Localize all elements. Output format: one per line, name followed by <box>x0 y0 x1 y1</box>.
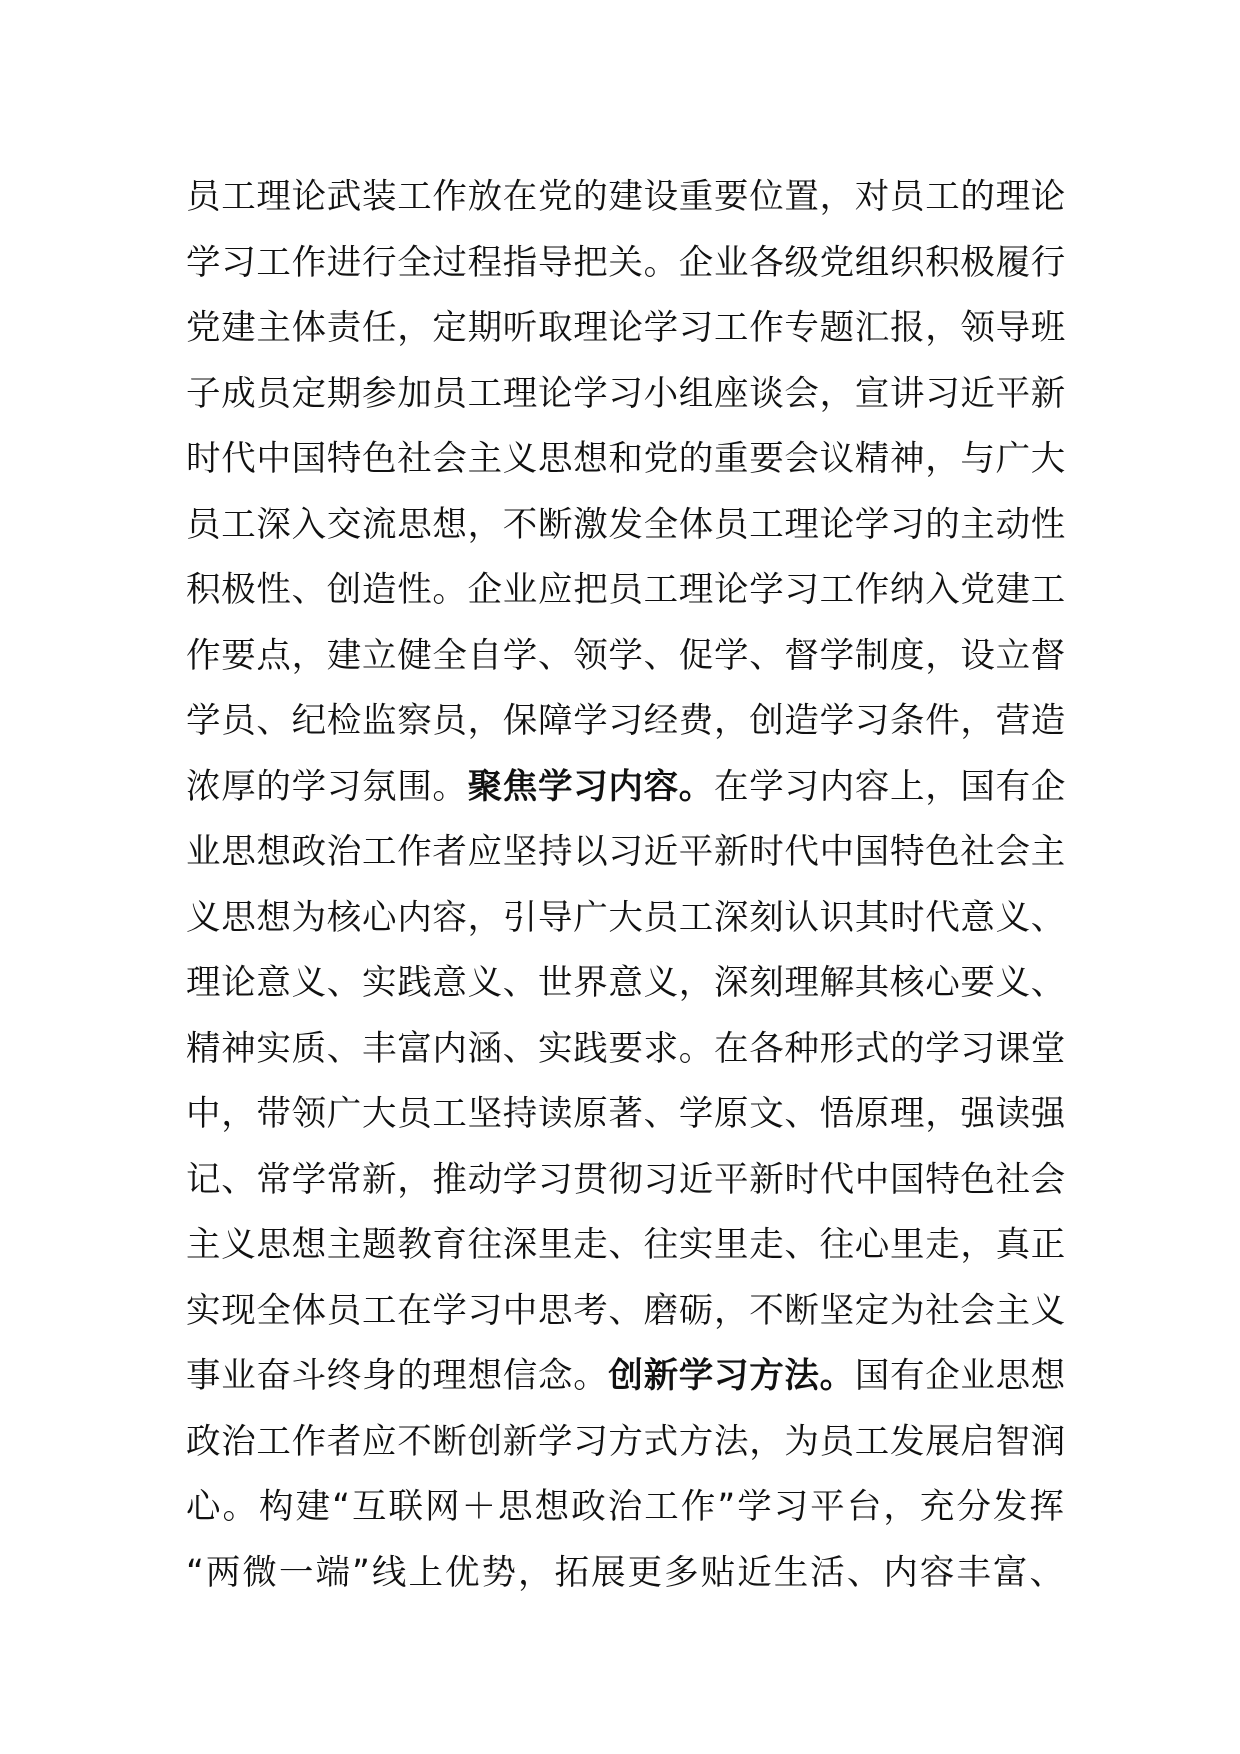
text-line <box>186 886 1066 952</box>
text-line <box>186 296 1066 362</box>
text-segment: 员工深入交流思想，不断激发全体员工理论学习的主动性 <box>186 504 1066 545</box>
text-line <box>186 362 1066 428</box>
text-line <box>186 165 1066 231</box>
text-segment: 中，带领广大员工坚持读原著、学原文、悟原理，强读强 <box>186 1094 1066 1134</box>
text-line <box>186 1279 1066 1345</box>
text-segment: 事业奋斗终身的理想信念。 <box>186 1356 609 1396</box>
text-segment: 时代中国特色社会主义思想和党的重要会议精神，与广大 <box>186 439 1066 479</box>
text-segment: 心。构建“互联网＋思想政治工作”学习平台，充分发挥 <box>186 1487 1066 1527</box>
text-line <box>186 1017 1066 1083</box>
text-segment: 记、常学常新，推动学习贯彻习近平新时代中国特色社会 <box>186 1159 1066 1200</box>
text-segment: 在学习内容上，国有企 <box>714 766 1067 807</box>
text-line <box>186 689 1066 755</box>
bold-heading-phrase: 创新学习方法。 <box>608 1356 855 1396</box>
bold-heading-phrase: 聚焦学习内容。 <box>467 766 715 807</box>
text-line <box>186 951 1066 1017</box>
text-segment: 义思想为核心内容，引导广大员工深刻认识其时代意义、 <box>186 897 1066 938</box>
body-paragraph <box>186 165 1066 1606</box>
text-segment: 精神实质、丰富内涵、实践要求。在各种形式的学习课堂 <box>186 1028 1066 1069</box>
text-line <box>186 493 1066 559</box>
text-segment: “两微一端”线上优势，拓展更多贴近生活、内容丰富、 <box>186 1552 1066 1593</box>
text-segment: 学员、纪检监察员，保障学习经费，创造学习条件，营造 <box>186 701 1066 741</box>
text-line <box>186 820 1066 886</box>
text-line <box>186 1344 1066 1410</box>
text-line <box>186 1410 1066 1476</box>
text-line <box>186 1475 1066 1541</box>
text-segment: 理论意义、实践意义、世界意义，深刻理解其核心要义、 <box>186 963 1066 1003</box>
text-segment: 实现全体员工在学习中思考、磨砺，不断坚定为社会主义 <box>186 1290 1066 1331</box>
text-line <box>186 558 1066 624</box>
text-segment: 业思想政治工作者应坚持以习近平新时代中国特色社会主 <box>186 832 1066 872</box>
text-segment: 国有企业思想 <box>854 1356 1067 1396</box>
text-line <box>186 1213 1066 1279</box>
text-segment: 主义思想主题教育往深里走、往实里走、往心里走，真正 <box>186 1225 1066 1265</box>
text-segment: 子成员定期参加员工理论学习小组座谈会，宣讲习近平新 <box>186 373 1066 414</box>
text-segment: 员工理论武装工作放在党的建设重要位置，对员工的理论 <box>186 177 1066 217</box>
text-line <box>186 1082 1066 1148</box>
text-segment: 党建主体责任，定期听取理论学习工作专题汇报，领导班 <box>186 308 1066 348</box>
text-segment: 学习工作进行全过程指导把关。企业各级党组织积极履行 <box>186 242 1066 283</box>
text-line <box>186 1148 1066 1214</box>
text-line <box>186 624 1066 690</box>
text-line <box>186 1541 1066 1607</box>
text-segment: 积极性、创造性。企业应把员工理论学习工作纳入党建工 <box>186 570 1066 610</box>
text-line <box>186 427 1066 493</box>
text-segment: 政治工作者应不断创新学习方式方法，为员工发展启智润 <box>186 1421 1066 1462</box>
text-segment: 作要点，建立健全自学、领学、促学、督学制度，设立督 <box>186 635 1066 676</box>
text-line <box>186 755 1066 821</box>
text-line <box>186 231 1066 297</box>
text-segment: 浓厚的学习氛围。 <box>186 766 468 807</box>
